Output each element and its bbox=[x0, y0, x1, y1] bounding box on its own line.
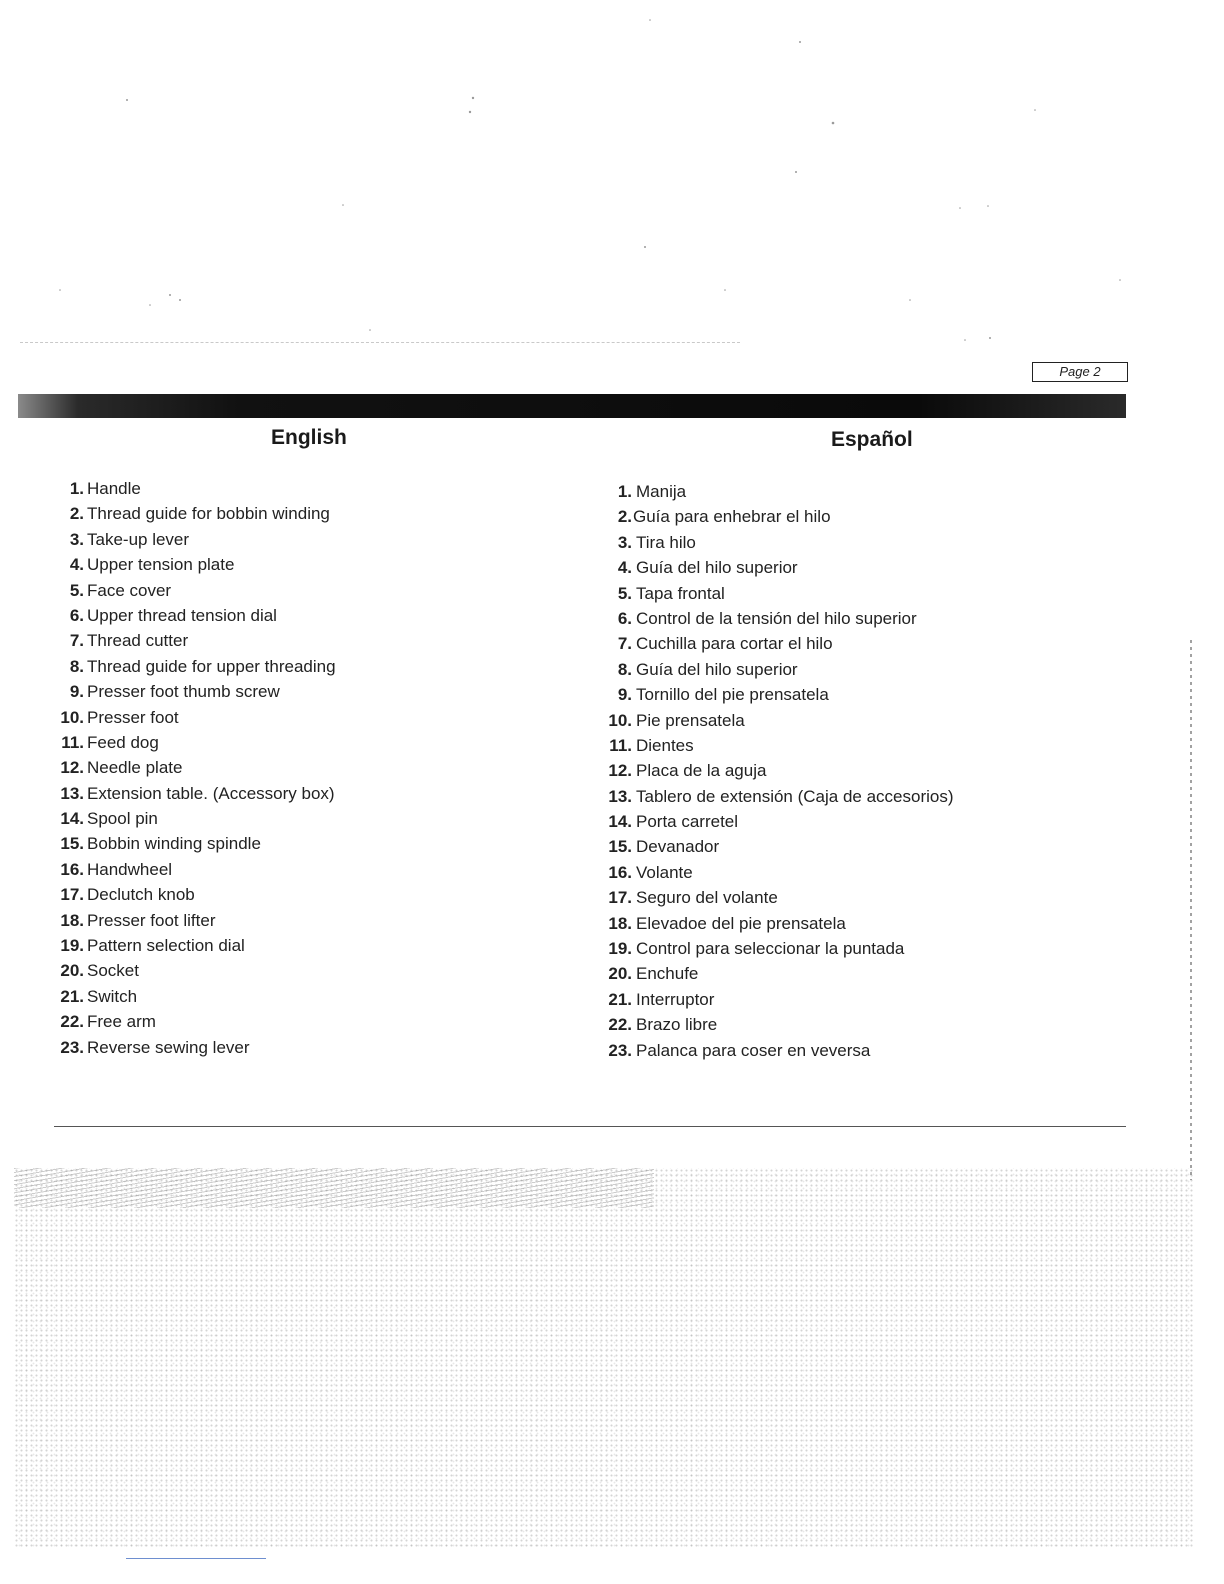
scan-halftone-streak bbox=[14, 1168, 654, 1208]
item-label: Spool pin bbox=[87, 809, 158, 829]
list-item bbox=[50, 504, 336, 529]
item-label: Enchufe bbox=[636, 964, 699, 984]
item-label: Needle plate bbox=[87, 758, 183, 778]
item-number: 18. bbox=[60, 910, 84, 930]
list-item bbox=[50, 860, 336, 885]
item-label: Volante bbox=[636, 862, 693, 882]
list-item bbox=[50, 961, 336, 986]
item-label: Handle bbox=[87, 479, 141, 498]
list-item bbox=[50, 733, 336, 758]
item-label: Guía para enhebrar el hilo bbox=[633, 507, 831, 527]
item-number: 4. bbox=[69, 555, 84, 575]
list-item bbox=[50, 606, 336, 631]
list-item bbox=[600, 787, 954, 812]
blue-underline-mark bbox=[126, 1558, 266, 1559]
item-label: Devanador bbox=[636, 837, 720, 857]
item-label: Handwheel bbox=[87, 859, 173, 879]
item-label: Manija bbox=[636, 482, 687, 501]
list-item bbox=[50, 911, 336, 936]
item-number: 10. bbox=[60, 707, 84, 727]
item-number: 19. bbox=[608, 939, 632, 959]
item-label: Elevadoe del pie prensatela bbox=[636, 913, 846, 933]
item-number: 5. bbox=[69, 580, 84, 600]
list-item bbox=[50, 1012, 336, 1037]
list-item bbox=[50, 479, 336, 504]
item-number: 21. bbox=[60, 986, 84, 1006]
item-label: Declutch knob bbox=[87, 885, 195, 905]
list-item bbox=[50, 530, 336, 555]
espanol-heading: Español bbox=[831, 428, 913, 451]
item-number: 23. bbox=[60, 1037, 84, 1057]
item-number: 16. bbox=[608, 862, 632, 882]
item-number: 13. bbox=[60, 783, 84, 803]
list-item bbox=[600, 964, 954, 989]
section-divider bbox=[54, 1126, 1126, 1127]
item-label: Porta carretel bbox=[636, 812, 739, 832]
item-label: Interruptor bbox=[636, 989, 715, 1009]
list-item bbox=[600, 888, 954, 913]
item-number: 4. bbox=[617, 558, 632, 578]
list-item bbox=[600, 507, 954, 532]
item-number: 9. bbox=[69, 682, 84, 702]
item-number: 16. bbox=[60, 859, 84, 879]
item-number: 15. bbox=[608, 837, 632, 857]
item-label: Pie prensatela bbox=[636, 710, 745, 730]
item-label: Switch bbox=[87, 986, 138, 1006]
item-label: Presser foot thumb screw bbox=[87, 682, 280, 702]
list-item bbox=[600, 761, 954, 786]
item-label: Cuchilla para cortar el hilo bbox=[636, 634, 833, 654]
item-number: 22. bbox=[60, 1012, 84, 1032]
item-label: Face cover bbox=[87, 580, 172, 600]
item-label: Palanca para coser en veversa bbox=[636, 1040, 871, 1060]
header-bar bbox=[18, 394, 1126, 418]
item-label: Presser foot lifter bbox=[87, 910, 216, 930]
item-number: 23. bbox=[608, 1040, 632, 1060]
item-number: 13. bbox=[608, 786, 632, 806]
item-number: 11. bbox=[609, 735, 632, 755]
item-label: Seguro del volante bbox=[636, 888, 778, 908]
list-item bbox=[50, 936, 336, 961]
item-number: 6. bbox=[69, 605, 84, 625]
english-heading: English bbox=[271, 426, 347, 449]
item-number: 21. bbox=[608, 989, 632, 1009]
item-label: Feed dog bbox=[87, 732, 159, 752]
item-number: 11. bbox=[61, 732, 84, 752]
item-number: 7. bbox=[69, 631, 84, 651]
list-item bbox=[600, 863, 954, 888]
list-item bbox=[50, 581, 336, 606]
item-number: 7. bbox=[617, 634, 632, 654]
item-number: 20. bbox=[60, 961, 84, 981]
list-item bbox=[600, 685, 954, 710]
item-number: 8. bbox=[69, 656, 84, 676]
item-label: Upper thread tension dial bbox=[87, 605, 277, 625]
item-number: 1. bbox=[617, 482, 632, 501]
list-item bbox=[600, 533, 954, 558]
item-label: Bobbin winding spindle bbox=[87, 834, 261, 854]
item-number: 1. bbox=[69, 479, 84, 498]
item-label: Socket bbox=[87, 961, 139, 981]
item-label: Presser foot bbox=[87, 707, 179, 727]
list-item bbox=[50, 809, 336, 834]
scan-speckle-top bbox=[0, 0, 1224, 350]
list-item bbox=[600, 609, 954, 634]
item-label: Pattern selection dial bbox=[87, 936, 245, 956]
page-number-label: Page 2 bbox=[1032, 362, 1128, 382]
item-number: 3. bbox=[617, 532, 632, 552]
item-number: 18. bbox=[608, 913, 632, 933]
item-label: Upper tension plate bbox=[87, 555, 235, 575]
item-number: 19. bbox=[60, 936, 84, 956]
item-number: 6. bbox=[617, 608, 632, 628]
item-label: Tira hilo bbox=[636, 532, 696, 552]
item-number: 17. bbox=[60, 885, 84, 905]
item-label: Control para seleccionar la puntada bbox=[636, 939, 905, 959]
list-item bbox=[600, 584, 954, 609]
item-label: Control de la tensión del hilo superior bbox=[636, 608, 917, 628]
list-item bbox=[50, 708, 336, 733]
item-number: 8. bbox=[617, 659, 632, 679]
item-label: Guía del hilo superior bbox=[636, 558, 798, 578]
list-item bbox=[50, 682, 336, 707]
list-item bbox=[50, 631, 336, 656]
list-item bbox=[600, 1041, 954, 1066]
item-number: 14. bbox=[60, 809, 84, 829]
item-label: Free arm bbox=[87, 1012, 156, 1032]
list-item bbox=[600, 914, 954, 939]
item-label: Tornillo del pie prensatela bbox=[636, 685, 829, 705]
item-number: 12. bbox=[608, 761, 632, 781]
item-label: Guía del hilo superior bbox=[636, 659, 798, 679]
list-item bbox=[50, 784, 336, 809]
list-item bbox=[50, 987, 336, 1012]
item-label: Dientes bbox=[636, 735, 694, 755]
list-item bbox=[600, 939, 954, 964]
item-number: 17. bbox=[608, 888, 632, 908]
item-number: 20. bbox=[608, 964, 632, 984]
item-label: Thread guide for upper threading bbox=[87, 656, 336, 676]
item-number: 2. bbox=[617, 507, 632, 527]
item-number: 12. bbox=[60, 758, 84, 778]
list-item bbox=[50, 657, 336, 682]
scan-halftone-noise bbox=[14, 1168, 1194, 1548]
list-item bbox=[600, 711, 954, 736]
item-number: 14. bbox=[608, 812, 632, 832]
item-label: Tapa frontal bbox=[636, 583, 725, 603]
scan-edge-artifact bbox=[1190, 640, 1192, 1180]
list-item bbox=[600, 482, 954, 507]
item-number: 10. bbox=[608, 710, 632, 730]
list-item bbox=[50, 885, 336, 910]
list-item bbox=[600, 990, 954, 1015]
list-item bbox=[600, 1015, 954, 1040]
list-item bbox=[600, 812, 954, 837]
item-label: Brazo libre bbox=[636, 1015, 718, 1035]
item-label: Extension table. (Accessory box) bbox=[87, 783, 335, 803]
item-label: Placa de la aguja bbox=[636, 761, 767, 781]
item-label: Thread guide for bobbin winding bbox=[87, 504, 330, 524]
item-label: Reverse sewing lever bbox=[87, 1037, 250, 1057]
item-number: 22. bbox=[608, 1015, 632, 1035]
list-item bbox=[50, 555, 336, 580]
item-number: 15. bbox=[60, 834, 84, 854]
item-number: 3. bbox=[69, 529, 84, 549]
scan-dashed-line bbox=[20, 342, 740, 343]
espanol-parts-list bbox=[600, 482, 954, 1066]
list-item bbox=[600, 558, 954, 583]
item-number: 9. bbox=[617, 685, 632, 705]
list-item bbox=[600, 660, 954, 685]
list-item bbox=[50, 758, 336, 783]
list-item bbox=[50, 1038, 336, 1063]
list-item bbox=[600, 837, 954, 862]
list-item bbox=[600, 634, 954, 659]
item-label: Thread cutter bbox=[87, 631, 189, 651]
item-label: Take-up lever bbox=[87, 529, 190, 549]
english-parts-list bbox=[50, 479, 336, 1063]
item-number: 2. bbox=[69, 504, 84, 524]
item-label: Tablero de extensión (Caja de accesorios) bbox=[636, 786, 954, 806]
list-item bbox=[50, 834, 336, 859]
list-item bbox=[600, 736, 954, 761]
item-number: 5. bbox=[617, 583, 632, 603]
